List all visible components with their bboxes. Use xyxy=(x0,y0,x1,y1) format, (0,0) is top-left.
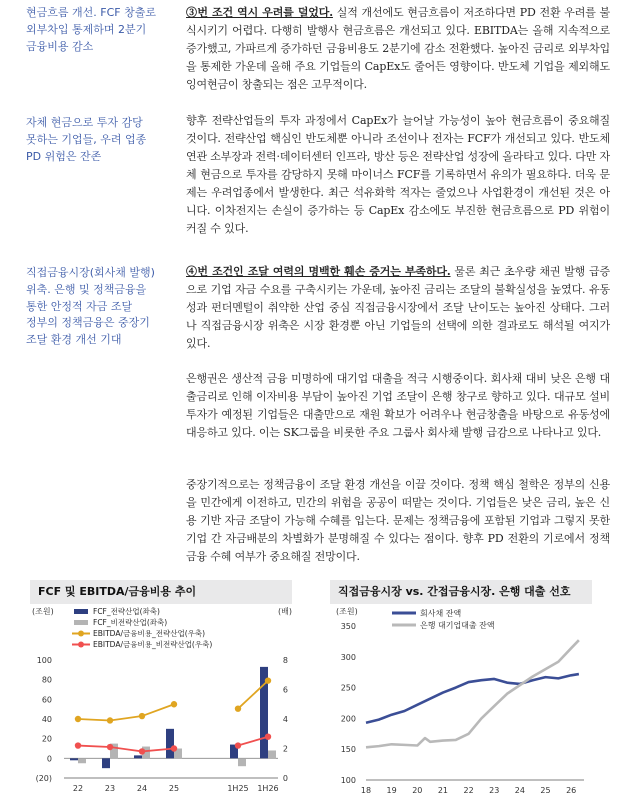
x-tick-label: 24 xyxy=(136,784,148,793)
paragraph-funding xyxy=(186,263,610,353)
y-tick-label: 60 xyxy=(41,695,52,705)
fcf-bar xyxy=(102,758,110,768)
ratio-point xyxy=(235,742,241,748)
x-tick-label: 22 xyxy=(72,784,84,793)
y-tick-label: 150 xyxy=(340,745,356,755)
legend-swatch xyxy=(74,609,88,614)
paragraph-text: 중장기적으로는 정책금융이 조달 환경 개선을 이끌 것이다. 정책 핵심 철학은 정부의 신용을 민간에게 이전하고, 민간의 위험을 공공이 떠맡는 것이다. 기업들은 낮은 금리, 높은 신용 기반 자금 조달이 가능해 수혜를 입는다. 문제는 정책금융에 포함된 기업과 그렇지 못한 기업 간 자금배분의 차별화가 분명해질 수 있다는 점이다. 향후 PD 전환의 기로에서 정책금융 수혜 여부가 중요해질 전망이다. xyxy=(186,478,610,563)
legend-label: 은행 대기업대출 잔액 xyxy=(420,621,495,630)
ratio-point xyxy=(265,677,271,683)
fcf-bar xyxy=(78,758,86,763)
ratio-point xyxy=(107,744,113,750)
x-tick-label: 21 xyxy=(437,786,449,795)
y-tick-label: 20 xyxy=(41,734,52,744)
ratio-point xyxy=(139,748,145,754)
x-tick-label: 25 xyxy=(540,786,551,795)
paragraph-cashflow xyxy=(186,4,610,94)
chart-title: FCF 및 EBITDA/금융비용 추이 xyxy=(30,580,292,604)
x-tick-label: 18 xyxy=(360,786,372,795)
fcf-bar xyxy=(238,758,246,766)
ratio-point xyxy=(107,717,113,723)
x-tick-label: 22 xyxy=(463,786,474,795)
y-tick-label: 100 xyxy=(340,776,356,785)
legend-label: FCF_비전략산업(좌축) xyxy=(93,618,168,627)
y-tick-label: 200 xyxy=(340,714,356,724)
fcf-chart-svg xyxy=(30,604,292,799)
left-axis-unit: (조원) xyxy=(32,607,54,616)
legend-marker xyxy=(78,631,84,637)
y-tick-label: 350 xyxy=(340,622,356,631)
fcf-bar xyxy=(70,758,78,760)
x-tick-label: 23 xyxy=(489,786,500,795)
paragraph-lead: ④번 조건인 조달 여력의 명백한 훼손 증거는 부족하다. xyxy=(186,265,451,278)
sidebar-note-policy-finance: 정부의 정책금융은 중장기 조달 환경 개선 기대 xyxy=(26,316,150,346)
sidebar-note-direct-finance: 직접금융시장(회사채 발행) 위축. 은행 및 정책금융을 통한 안정적 자금 조달 xyxy=(26,266,155,313)
fcf-bar xyxy=(268,750,276,758)
ratio-line xyxy=(78,746,174,752)
ratio-point xyxy=(139,713,145,719)
y-right-tick-label: 8 xyxy=(282,656,288,665)
chart-title: 직접금융시장 vs. 간접금융시장. 은행 대출 선호 xyxy=(330,580,592,604)
legend-label: FCF_전략산업(좌축) xyxy=(93,607,160,616)
x-tick-label: 25 xyxy=(168,784,180,793)
legend-label: EBITDA/금융비용_전략산업(우축) xyxy=(93,629,206,638)
y-right-tick-label: 0 xyxy=(282,774,288,783)
y-right-tick-label: 2 xyxy=(282,744,288,754)
ratio-point xyxy=(171,745,177,751)
legend-label: 회사채 잔액 xyxy=(420,609,462,618)
fcf-bar xyxy=(166,729,174,759)
x-tick-label: 20 xyxy=(412,786,423,795)
x-tick-label: 24 xyxy=(514,786,525,795)
y-right-tick-label: 6 xyxy=(282,685,288,695)
paragraph-text: 실적 개선에도 현금흐름이 저조하다면 PD 전환 우려를 불식시키기 어렵다. 다행히 발행사 현금흐름은 개선되고 있다. EBITDA는 올해 지속적으로 증가했고, 가파르게 증가하던 금융비용도 2분기에 감소 전환했다. 높아진 금리로 외부차입을 통제한 가운데 올해 주요 기업들의 CapEx도 줄어든 영향이다. 반도체 기업을 제외해도 잉여현금이 창출되는 점은 고무적이다. xyxy=(186,6,611,91)
ratio-point xyxy=(75,716,81,722)
y-tick-label: 100 xyxy=(36,656,52,665)
legend-marker xyxy=(78,642,84,648)
x-tick-label: 23 xyxy=(104,784,116,793)
sidebar-note-cashflow: 현금흐름 개선. FCF 창출로 외부차입 통제하며 2분기 금융비용 감소 xyxy=(26,6,156,53)
paragraph-lead: ③번 조건 역시 우려를 덜었다. xyxy=(186,6,333,19)
ratio-point xyxy=(75,742,81,748)
x-tick-label: 19 xyxy=(386,786,397,795)
ratio-point xyxy=(171,701,177,707)
paragraph-investment xyxy=(186,112,610,238)
legend-label: EBITDA/금융비용_비전략산업(우축) xyxy=(93,640,213,649)
legend-swatch xyxy=(74,620,88,625)
paragraph-text: 향후 전략산업들의 투자 과정에서 CapEx가 늘어날 가능성이 높아 현금흐름이 중요해질 것이다. 전략산업 핵심인 반도체뿐 아니라 조선이나 전자는 FCF가 개선되고 있다. 반도체 연관 소부장과 전력·데이터센터 인프라, 방산 등은 전략산업 성장에 올라타고 있다. 다만 자체 현금으로 투자를 감당하지 못해 마이너스 FCF를 기록하면서 유의가 필요하다. 더욱 문제는 우려업종에서 발생한다. 최근 석유화학 적자는 줄었으나 사업환경이 개선된 것은 아니다. 이차전지는 손실이 증가하는 등 CapEx 감소에도 부진한 현금흐름으로 PD 위험이 커질 수 있다. xyxy=(186,114,610,235)
loans-line xyxy=(366,640,579,747)
right-axis-unit: (배) xyxy=(278,607,292,616)
fcf-chart xyxy=(30,580,292,803)
paragraph-text: 은행권은 생산적 금융 미명하에 대기업 대출을 적극 시행중이다. 회사채 대비 낮은 은행 대출금리로 인해 이자비용 부담이 높아진 기업 조달이 은행 창구로 향하고 있다. 대규모 설비투자가 예정된 기업들은 대출만으로 재원 확보가 어려우나 현금창출을 바탕으로 유동성에 대응하고 있다. 이는 SK그룹을 비롯한 주요 그룹사 회사채 발행 급감으로 나타나고 있다. xyxy=(186,372,610,439)
paragraph-policy-outlook xyxy=(186,476,610,566)
y-tick-label: 80 xyxy=(41,675,52,685)
paragraph-bank-loans xyxy=(186,370,610,442)
finance-market-chart xyxy=(330,580,592,803)
bonds-line xyxy=(366,674,579,723)
y-tick-label: 0 xyxy=(46,754,52,764)
ratio-point xyxy=(265,734,271,740)
fcf-bar xyxy=(134,755,142,758)
finance-market-chart-svg xyxy=(330,604,592,799)
x-tick-label: 26 xyxy=(566,786,577,795)
ratio-point xyxy=(235,705,241,711)
paragraph-text: 물론 최근 초우량 채권 발행 급증으로 기업 자금 수요를 구축시키는 가운데, 높아진 금리는 조달의 불확실성을 높였다. 유동성과 펀더멘털이 취약한 산업 중심 직접금융시장에서 조달 난이도는 높아진 상태다. 그러나 직접금융시장 위축은 시장 환경뿐 아닌 기업들의 선택에 의한 결과로도 해석될 여지가 있다. xyxy=(186,265,610,350)
y-tick-label: 40 xyxy=(41,715,52,724)
y-tick-label: 300 xyxy=(340,652,356,662)
y-right-tick-label: 4 xyxy=(282,715,288,724)
x-tick-label: 1H26 xyxy=(257,784,279,793)
x-tick-label: 1H25 xyxy=(227,784,249,793)
sidebar-note-pd-risk: 자체 현금으로 투자 감당 못하는 기업들, 우려 업종 PD 위험은 잔존 xyxy=(26,116,147,163)
ratio-line xyxy=(78,704,174,720)
y-tick-label: 250 xyxy=(340,683,356,693)
y-axis-unit: (조원) xyxy=(336,607,358,616)
y-tick-label: (20) xyxy=(35,774,52,783)
